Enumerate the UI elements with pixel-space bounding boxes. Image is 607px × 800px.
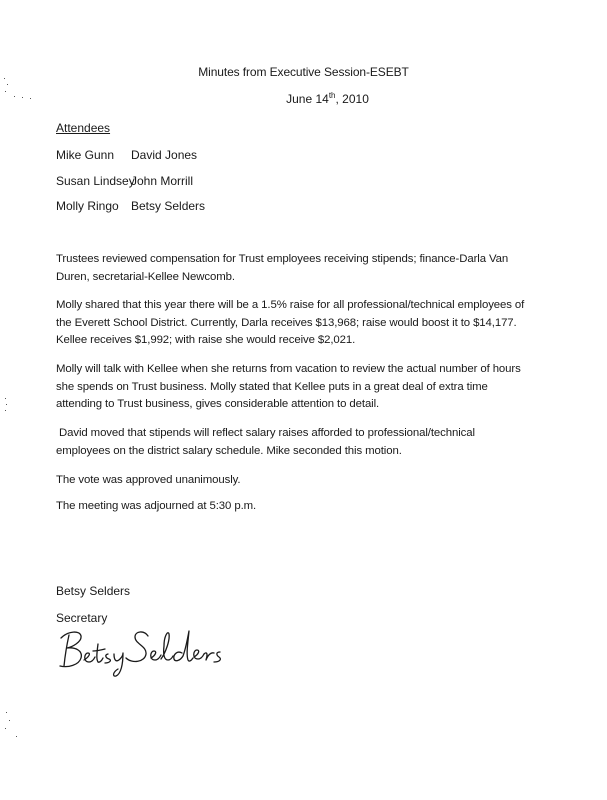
paragraph-line: Molly shared that this year there will be a 1.5% raise for all professional/technical employees of — [56, 299, 525, 311]
paragraph-compensation-review — [56, 251, 556, 286]
paragraph-line: Molly will talk with Kellee when she returns from vacation to review the actual number of hours — [56, 363, 521, 375]
attendee-name: John Morrill — [131, 174, 194, 188]
handwritten-signature — [56, 622, 226, 678]
paragraph-line: the Everett School District. Currently, Darla receives $13,968; raise would boost it to $14,177. — [56, 316, 517, 329]
attendee-row — [56, 148, 197, 162]
paragraph-vote: The vote was approved unanimously. — [56, 474, 241, 486]
paragraph-motion — [56, 425, 556, 460]
date-ordinal-suffix: th — [328, 91, 336, 100]
attendee-name: Molly Ringo — [56, 199, 119, 213]
signatory-title: Secretary — [56, 611, 108, 625]
paragraph-hours-review — [56, 361, 556, 414]
attendee-name: Betsy Selders — [131, 199, 206, 213]
paragraph-line: Duren, secretarial-Kellee Newcomb. — [56, 270, 235, 283]
signatory-name: Betsy Selders — [56, 584, 131, 598]
attendee-row — [56, 174, 193, 188]
paragraph-raise-details — [56, 297, 556, 350]
date-month-day: June 14 — [286, 92, 329, 106]
scan-artifact — [4, 398, 12, 412]
scan-artifact — [4, 78, 34, 102]
date-year: , 2010 — [335, 92, 369, 106]
paragraph-line: Trustees reviewed compensation for Trust employees receiving stipends; finance-Darla Van — [56, 253, 509, 265]
attendee-name: Susan Lindsey — [56, 174, 135, 188]
attendee-row — [56, 199, 205, 213]
paragraph-adjourned: The meeting was adjourned at 5:30 p.m. — [56, 500, 257, 512]
paragraph-line: Kellee receives $1,992; with raise she would receive $2,021. — [56, 334, 356, 346]
paragraph-line: David moved that stipends will reflect salary raises afforded to professional/technical — [59, 427, 475, 439]
paragraph-line: employees on the district salary schedule. Mike seconded this motion. — [56, 444, 402, 457]
scan-artifact — [4, 712, 20, 742]
attendees-heading: Attendees — [56, 121, 111, 135]
meeting-date — [0, 92, 607, 106]
paragraph-line: attending to Trust business, gives considerable attention to detail. — [56, 398, 380, 410]
document-title: Minutes from Executive Session-ESEBT — [198, 65, 409, 79]
attendee-name: Mike Gunn — [56, 148, 115, 162]
attendee-name: David Jones — [131, 148, 198, 162]
paragraph-line: she spends on Trust business. Molly stated that Kellee puts in a great deal of extra time — [56, 380, 488, 393]
